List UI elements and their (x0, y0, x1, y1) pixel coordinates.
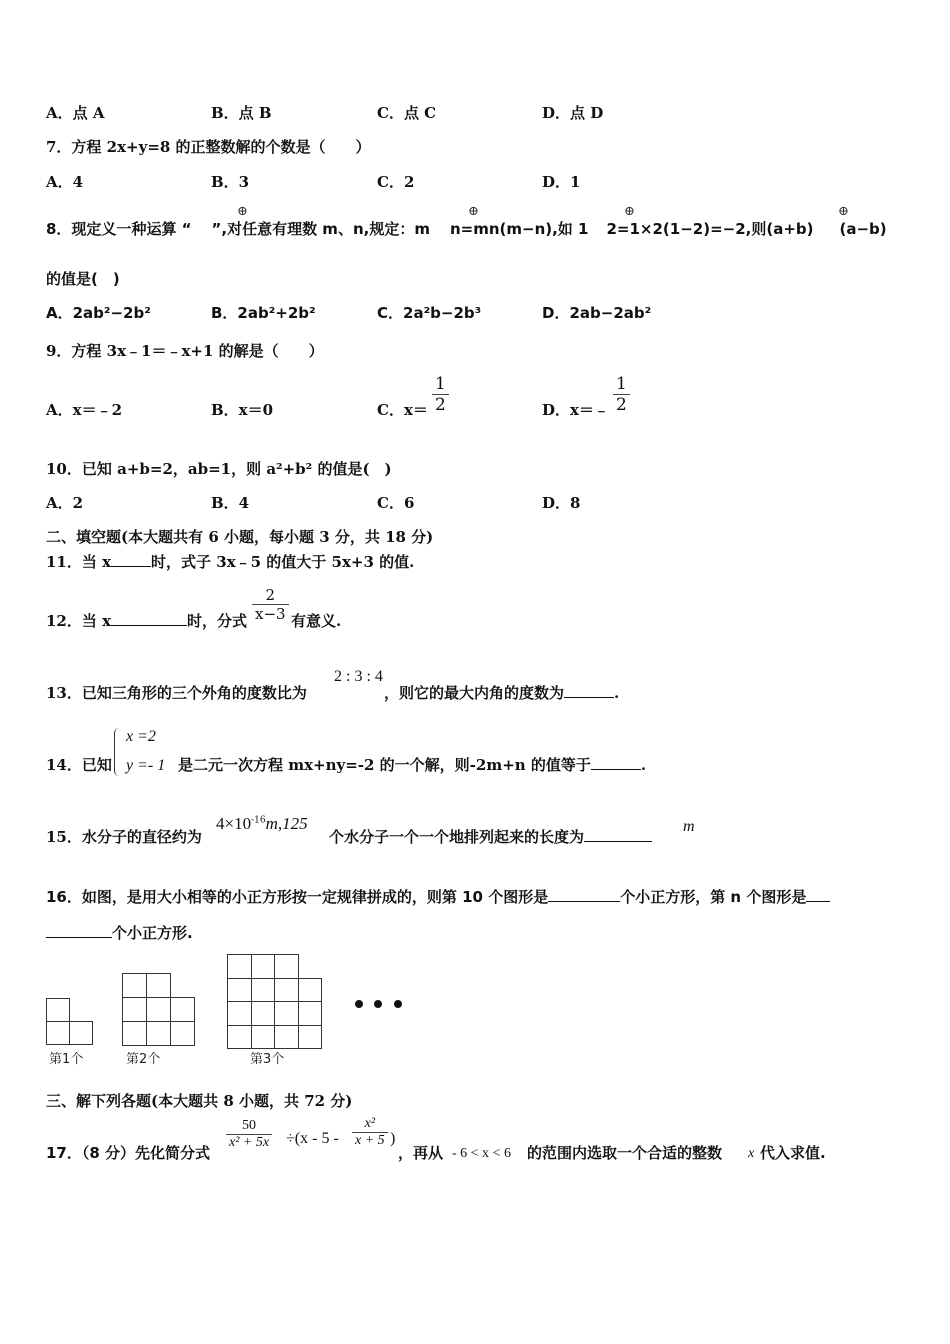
q15-expr: $4\times 10^{-16}m,125$ (216, 814, 308, 833)
q14-post: 是二元一次方程 mx+ny=-2 的一个解，则-2m+n 的值等于 . (178, 756, 647, 774)
q17-var: x (748, 1146, 755, 1161)
q12-pre: 12．当 x 时，分式 (46, 612, 248, 630)
q16-line1: 16．如图，是用大小相等的小正方形按一定规律拼成的，则第 10 个图形是 个小正方形，第 n 个图形是 (46, 886, 830, 907)
q6-option-d: D．点 D (542, 104, 604, 122)
q15-unit: m (683, 818, 695, 835)
oplus-symbol: ⊕ (838, 204, 849, 219)
grid-square (298, 1001, 323, 1026)
grid-square (146, 997, 171, 1022)
q9-option-b: B．x＝0 (211, 401, 274, 419)
q15-pre: 15．水分子的直径约为 (46, 828, 202, 846)
q15-post: 个水分子一个一个地排列起来的长度为 (329, 826, 652, 847)
q7-option-c: C．2 (377, 173, 415, 191)
q14-blank[interactable] (591, 755, 641, 770)
q16-blank-2-cont (46, 923, 112, 938)
grid-square (274, 978, 299, 1003)
q8-option-d: D．2ab−2ab² (542, 304, 652, 322)
q8-option-a: A．2ab²−2b² (46, 304, 151, 322)
ellipsis-dot (374, 1000, 382, 1008)
q8-stem-cont: 的值是( ) (46, 270, 120, 288)
grid-square (170, 997, 195, 1022)
grid-square (274, 1025, 299, 1050)
q13-pre: 13．已知三角形的三个外角的度数比为 (46, 684, 307, 702)
grid-square (298, 1025, 323, 1050)
q10-option-c: C．6 (377, 494, 415, 512)
grid-square (69, 1021, 93, 1045)
q7-option-a: A．4 (46, 173, 84, 191)
q11-blank[interactable] (111, 552, 151, 567)
grid-square (298, 978, 323, 1003)
q8-option-c: C．2a²b−2b³ (377, 304, 482, 322)
q10-stem: 10．已知 a+b=2，ab=1，则 a²+b² 的值是( ) (46, 460, 392, 478)
q8-stem: 8．现定义一种运算 “ ”,对任意有理数 m、n,规定：m n=mn(m−n),如 1 2=1×2(1−2)=−2,则(a+b) (a−b) (46, 220, 887, 238)
grid-square (122, 973, 147, 998)
q17-div: ÷(x - 5 - (286, 1130, 339, 1147)
grid-square (274, 1001, 299, 1026)
q12-post: 有意义. (291, 612, 342, 630)
section-2-title: 二、填空题(本大题共有 6 小题，每小题 3 分，共 18 分) (46, 528, 434, 546)
q9-fraction-d: $\frac{1}{2}$ (613, 374, 630, 415)
q7-option-d: D．1 (542, 173, 581, 191)
grid-square (251, 954, 276, 979)
q9-option-c: C．x＝ (377, 401, 428, 419)
q15-blank[interactable] (584, 827, 652, 842)
q14-pre: 14．已知 (46, 756, 112, 774)
grid-square (227, 1001, 252, 1026)
q14-eq1: x =2 (126, 728, 156, 745)
q6-option-a: A．点 A (46, 104, 105, 122)
q14-eq2: y =- 1 (126, 757, 166, 774)
grid-square (146, 973, 171, 998)
q6-option-c: C．点 C (377, 104, 437, 122)
q8-option-b: B．2ab²+2b² (211, 304, 316, 322)
q12-blank[interactable] (111, 611, 187, 626)
grid-square (46, 1021, 70, 1045)
grid-square (122, 1021, 147, 1046)
grid-square (227, 1025, 252, 1050)
grid-square (170, 1021, 195, 1046)
oplus-symbol: ⊕ (237, 204, 248, 219)
grid-square (251, 978, 276, 1003)
q10-option-d: D．8 (542, 494, 581, 512)
q9-fraction-c: $\frac{1}{2}$ (432, 374, 449, 415)
q17-fraction-1: $\frac{50}{\text{x² + 5x}}$ (226, 1118, 272, 1151)
grid-square (122, 997, 147, 1022)
ellipsis-dot (394, 1000, 402, 1008)
q17-close: ) (390, 1130, 396, 1147)
q16-blank-1[interactable] (548, 887, 620, 902)
q6-option-b: B．点 B (211, 104, 272, 122)
figure-3-caption: 第3个 (250, 1052, 285, 1067)
grid-square (251, 1001, 276, 1026)
q17-post: 的范围内选取一个合适的整数 (527, 1144, 723, 1162)
q10-option-b: B．4 (211, 494, 250, 512)
grid-square (251, 1025, 276, 1050)
q12-fraction: $\frac{2}{x-3}$ (252, 586, 289, 623)
section-3-title: 三、解下列各题(本大题共 8 小题，共 72 分) (46, 1092, 353, 1110)
q9-stem: 9．方程 3x﹣1＝﹣x+1 的解是（ ） (46, 342, 324, 360)
q17-mid: ，再从 (398, 1144, 444, 1162)
grid-square (227, 978, 252, 1003)
q9-option-a: A．x＝﹣2 (46, 401, 123, 419)
grid-square (227, 954, 252, 979)
q13-post: ，则它的最大内角的度数为 . (384, 684, 620, 702)
oplus-symbol: ⊕ (624, 204, 635, 219)
q17-pre: 17．（8 分）先化简分式 (46, 1144, 211, 1162)
figure-2-caption: 第2个 (126, 1052, 161, 1067)
ellipsis-dot (355, 1000, 363, 1008)
figure-1-caption: 第1个 (49, 1052, 84, 1067)
grid-square (146, 1021, 171, 1046)
q7-option-b: B．3 (211, 173, 250, 191)
grid-square (274, 954, 299, 979)
q9-option-d: D．x＝﹣ (542, 401, 609, 419)
q17-range: - 6 < x < 6 (452, 1146, 511, 1161)
brace (114, 728, 119, 776)
q17-fraction-2: $\frac{\text{x²}}{x + 5}$ (352, 1116, 388, 1149)
q13-blank[interactable] (564, 683, 614, 698)
q10-option-a: A．2 (46, 494, 84, 512)
q7-stem: 7．方程 2x+y=8 的正整数解的个数是（ ） (46, 138, 371, 156)
grid-square (46, 998, 70, 1022)
q16-blank-2[interactable] (806, 887, 830, 902)
q13-ratio: 2 : 3 : 4 (334, 668, 383, 685)
oplus-symbol: ⊕ (468, 204, 479, 219)
q11: 11．当 x 时，式子 3x﹣5 的值大于 5x+3 的值. (46, 553, 415, 571)
q16-line2: 个小正方形. (46, 922, 193, 943)
q17-end: 代入求值. (760, 1144, 826, 1162)
